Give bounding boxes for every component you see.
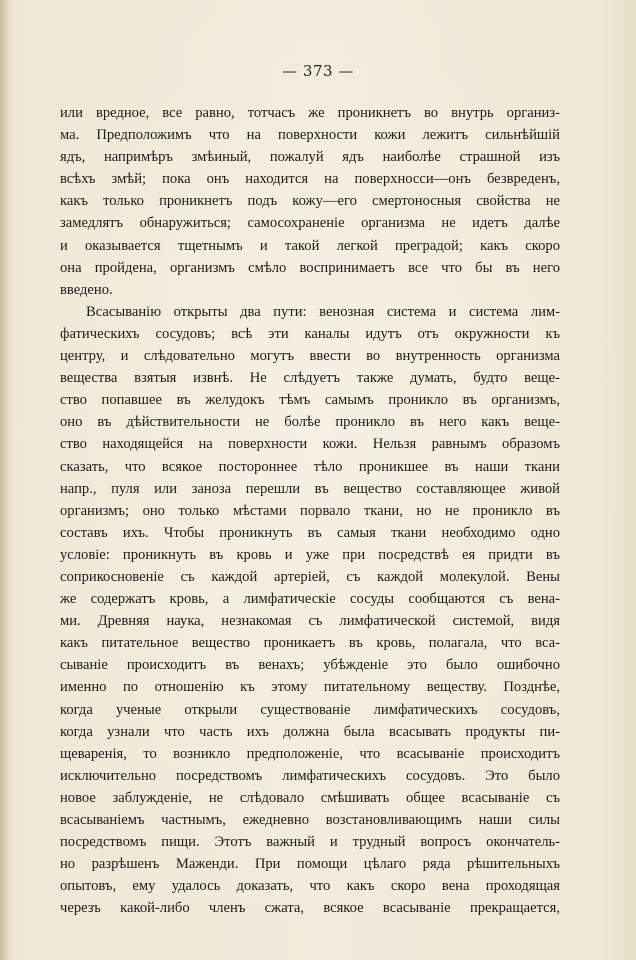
- text-line: ми. Древняя наука, незнакомая съ лимфатической системой, видя: [60, 613, 560, 630]
- text-line: замедлятъ обнаружиться; самосохраненіе организма не идетъ далѣе: [60, 215, 560, 232]
- text-line: сказать, что всякое постороннее тѣло проникшее въ наши ткани: [60, 458, 560, 475]
- text-line: напр., пуля или заноза перешли въ вещество составляющее живой: [60, 480, 560, 497]
- text-line: какъ питательное вещество проникаетъ въ кровь, полагала, что вса-: [60, 635, 560, 652]
- text-line: ство находящейся на поверхности кожи. Нельзя равнымъ образомъ: [60, 436, 560, 453]
- text-line: когда узнали что часть ихъ должна была всасывать продукты пи-: [60, 723, 560, 740]
- page-spine-shadow: [0, 0, 10, 960]
- text-line: составъ ихъ. Чтобы проникнуть въ самыя ткани необходимо одно: [60, 524, 560, 541]
- text-line: какъ только проникнетъ подъ кожу—его смертоносныя свойства не: [60, 193, 560, 210]
- text-line: условіе: проникнуть въ кровь и уже при посредствѣ ея придти въ: [60, 546, 560, 563]
- text-line: ма. Предположимъ что на поверхности кожи лежитъ сильнѣйшій: [60, 127, 560, 144]
- text-line: ядъ, напримѣръ змѣиный, пожалуй ядъ наиболѣе страшной изъ: [60, 149, 560, 166]
- text-line: сываніе происходитъ въ венахъ; убѣжденіе это было ошибочно: [60, 657, 560, 674]
- text-line: вещества взятыя извнѣ. Не слѣдуетъ также думать, будто веще-: [60, 370, 560, 387]
- paragraph: [60, 301, 560, 920]
- text-line: всасываніемъ частнымъ, ежедневно возстановливающимъ наши силы: [60, 812, 560, 828]
- text-line: всѣхъ змѣй; пока онъ находится на поверхносcи—онъ безвреденъ,: [60, 171, 560, 188]
- text-line: черезъ какой-либо членъ сжата, всякое всасываніе прекращается,: [60, 900, 560, 917]
- text-line: именно по отношенію къ этому питательному веществу. Позднѣе,: [60, 679, 560, 696]
- text-line: и оказывается тщетнымъ и такой легкой преградой; какъ скоро: [60, 237, 560, 254]
- text-line: когда ученые открыли существованіе лимфатическихъ сосудовъ,: [60, 701, 560, 718]
- text-line: центру, и слѣдовательно могутъ ввести во внутренность организма: [60, 348, 560, 365]
- text-line: Всасыванію открыты два пути: венозная система и система лим-: [86, 303, 560, 320]
- text-line: же содержатъ кровь, а лимфатическіе сосуды сообщаются съ вена-: [60, 591, 560, 608]
- text-line: организмъ; оно только мѣстами порвало ткани, но не проникло въ: [60, 502, 560, 519]
- text-line: она пройдена, организмъ смѣло воспринимаетъ все что бы въ него: [60, 259, 560, 276]
- body-text: [60, 102, 560, 919]
- text-line: посредствомъ пищи. Этотъ важный и трудный вопросъ окончатель-: [60, 834, 560, 851]
- text-line: введено.: [60, 281, 113, 298]
- text-line: опытовъ, ему удалось доказать, что какъ скоро вена проходящая: [60, 878, 560, 895]
- text-line: соприкосновеніе съ каждой артеріей, съ каждой молекулой. Вены: [60, 568, 560, 585]
- text-line: новое заблужденіе, не слѣдовало смѣшивать общее всасываніе съ: [60, 789, 560, 806]
- text-line: ство попавшее въ желудокъ тѣмъ самымъ проникло въ организмъ,: [60, 392, 560, 409]
- text-line: но разрѣшенъ Маженди. При помощи цѣлаго ряда рѣшительныхъ: [60, 856, 560, 873]
- text-line: оно въ дѣйствительности не болѣе проникло въ него какъ веще-: [60, 414, 560, 431]
- text-line: фатическихъ сосудовъ; всѣ эти каналы идутъ отъ окружности къ: [60, 325, 560, 342]
- text-line: исключительно посредствомъ лимфатическихъ сосудовъ. Это было: [60, 767, 560, 784]
- text-line: щеваренія, то возникло предположеніе, что всасываніе происходитъ: [60, 745, 560, 762]
- text-line: или вредное, все равно, тотчасъ же проникнетъ во внутрь организ-: [60, 105, 560, 121]
- page-number: — 373 —: [282, 62, 354, 80]
- paragraph: [60, 102, 560, 301]
